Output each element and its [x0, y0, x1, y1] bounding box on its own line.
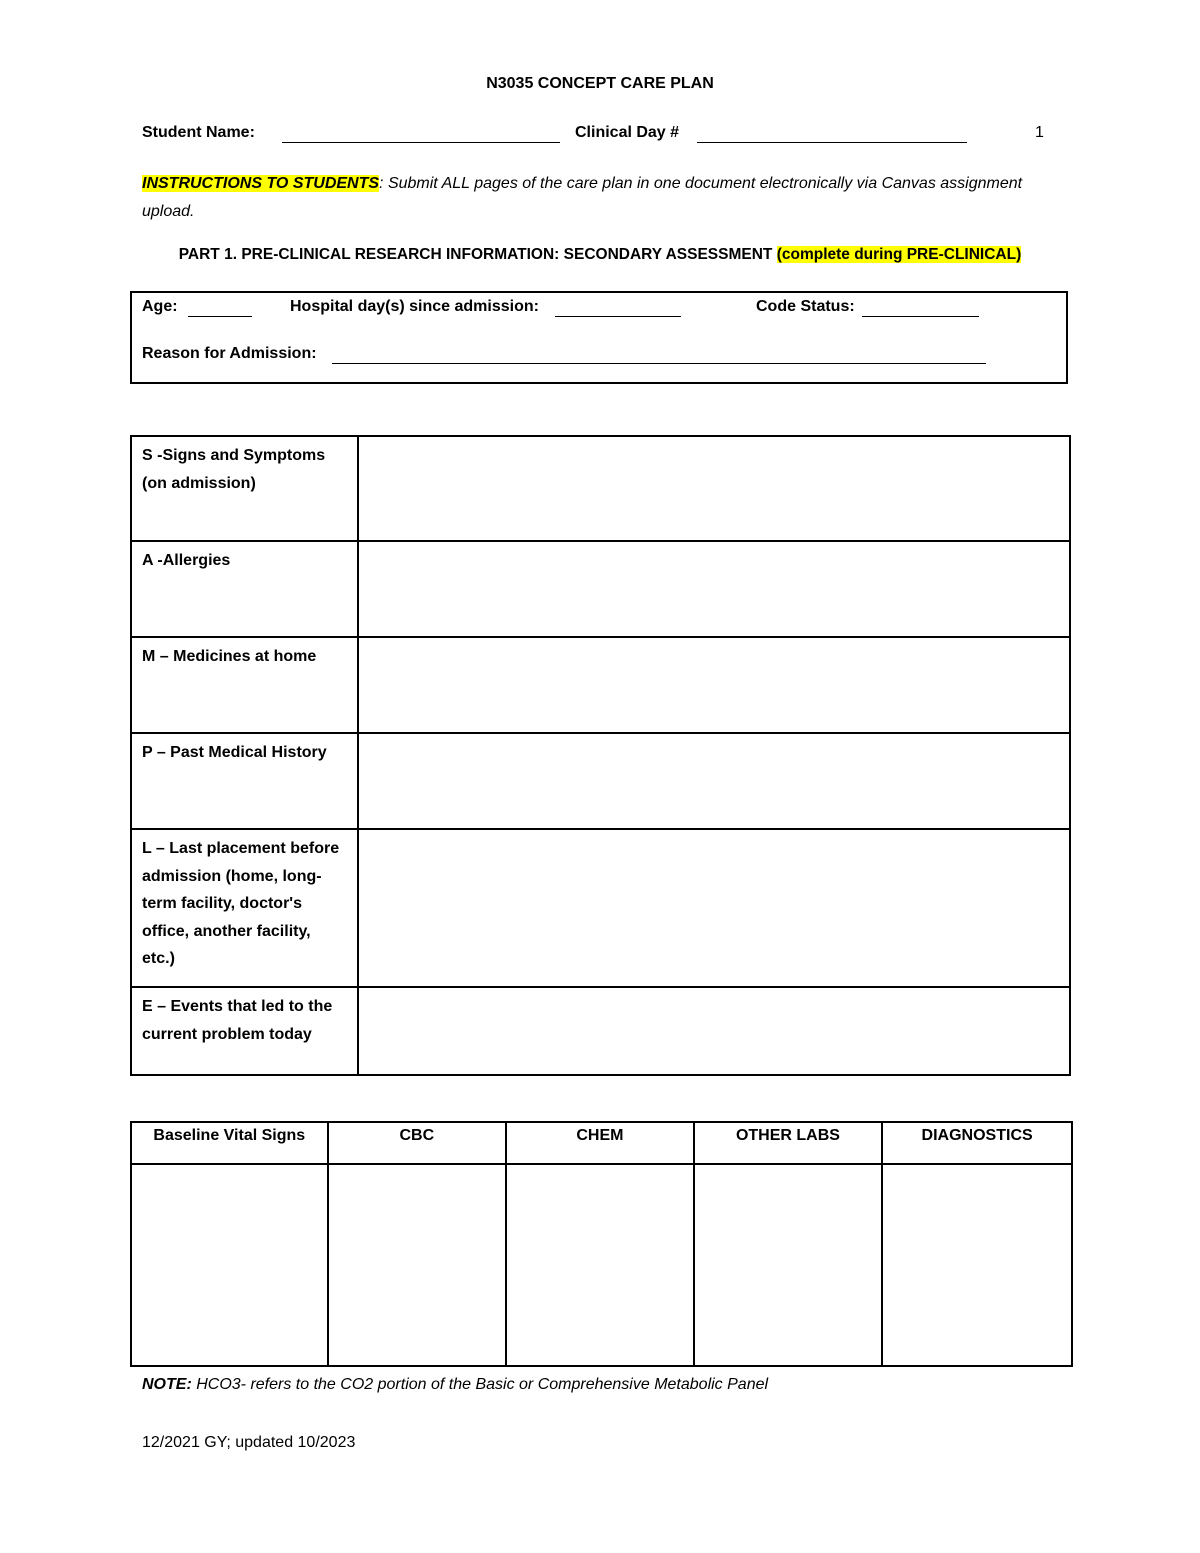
table-row	[131, 829, 1070, 987]
reason-label: Reason for Admission:	[142, 345, 317, 362]
labs-header-row	[131, 1122, 1072, 1164]
sample-label-e: E – Events that led to the current problem today	[131, 987, 358, 1075]
cell-cbc[interactable]	[328, 1164, 507, 1366]
sample-label-m: M – Medicines at home	[131, 637, 358, 733]
part1-heading-text: PART 1. PRE-CLINICAL RESEARCH INFORMATION: SECONDARY ASSESSMENT	[178, 246, 773, 263]
header-diagnostics: DIAGNOSTICS	[882, 1122, 1072, 1164]
page-number: 1	[1035, 124, 1044, 141]
header-chem: CHEM	[506, 1122, 694, 1164]
header-other-labs: OTHER LABS	[694, 1122, 883, 1164]
age-field[interactable]	[188, 298, 252, 317]
table-row	[131, 436, 1070, 541]
sample-value-m[interactable]	[358, 637, 1070, 733]
footer: 12/2021 GY; updated 10/2023	[142, 1434, 356, 1451]
note-text: HCO3- refers to the CO2 portion of the Basic or Comprehensive Metabolic Panel	[191, 1376, 769, 1393]
note	[142, 1376, 768, 1394]
patient-info-box	[130, 291, 1068, 384]
instructions-label: INSTRUCTIONS TO STUDENTS	[142, 175, 380, 192]
cell-diagnostics[interactable]	[882, 1164, 1072, 1366]
part1-highlight: (complete during PRE-CLINICAL)	[776, 246, 1022, 263]
student-name-label: Student Name:	[142, 124, 255, 141]
table-row	[131, 541, 1070, 637]
sample-table	[130, 435, 1071, 1076]
instructions	[142, 170, 1042, 226]
sample-label-a: A -Allergies	[131, 541, 358, 637]
labs-body-row	[131, 1164, 1072, 1366]
sample-label-p: P – Past Medical History	[131, 733, 358, 829]
sample-label-s: S -Signs and Symptoms (on admission)	[131, 436, 358, 541]
labs-table	[130, 1121, 1073, 1367]
hospital-days-field[interactable]	[555, 298, 681, 317]
header-baseline-vitals: Baseline Vital Signs	[131, 1122, 328, 1164]
code-status-field[interactable]	[862, 298, 979, 317]
instructions-colon: :	[379, 175, 384, 192]
cell-other-labs[interactable]	[694, 1164, 883, 1366]
sample-value-a[interactable]	[358, 541, 1070, 637]
cell-chem[interactable]	[506, 1164, 694, 1366]
note-label: NOTE:	[142, 1376, 192, 1393]
sample-value-s[interactable]	[358, 436, 1070, 541]
age-label: Age:	[142, 298, 178, 315]
page-title: N3035 CONCEPT CARE PLAN	[486, 75, 714, 92]
student-line	[142, 124, 1052, 148]
sample-value-l[interactable]	[358, 829, 1070, 987]
sample-value-p[interactable]	[358, 733, 1070, 829]
table-row	[131, 637, 1070, 733]
instructions-text: Submit ALL pages of the care plan in one document electronically via Canvas assignment upload.	[142, 175, 1023, 220]
hospital-days-label: Hospital day(s) since admission:	[290, 298, 539, 315]
sample-label-l: L – Last placement before admission (home, long-term facility, doctor's office, another facility, etc.)	[131, 829, 358, 987]
header-cbc: CBC	[328, 1122, 507, 1164]
sample-value-e[interactable]	[358, 987, 1070, 1075]
table-row	[131, 987, 1070, 1075]
table-row	[131, 733, 1070, 829]
clinical-day-field[interactable]	[697, 124, 967, 143]
clinical-day-label: Clinical Day #	[575, 124, 680, 141]
code-status-label: Code Status:	[756, 298, 855, 315]
reason-field[interactable]	[332, 345, 986, 364]
cell-baseline-vitals[interactable]	[131, 1164, 328, 1366]
student-name-field[interactable]	[282, 124, 560, 143]
part1-heading	[0, 246, 1200, 264]
